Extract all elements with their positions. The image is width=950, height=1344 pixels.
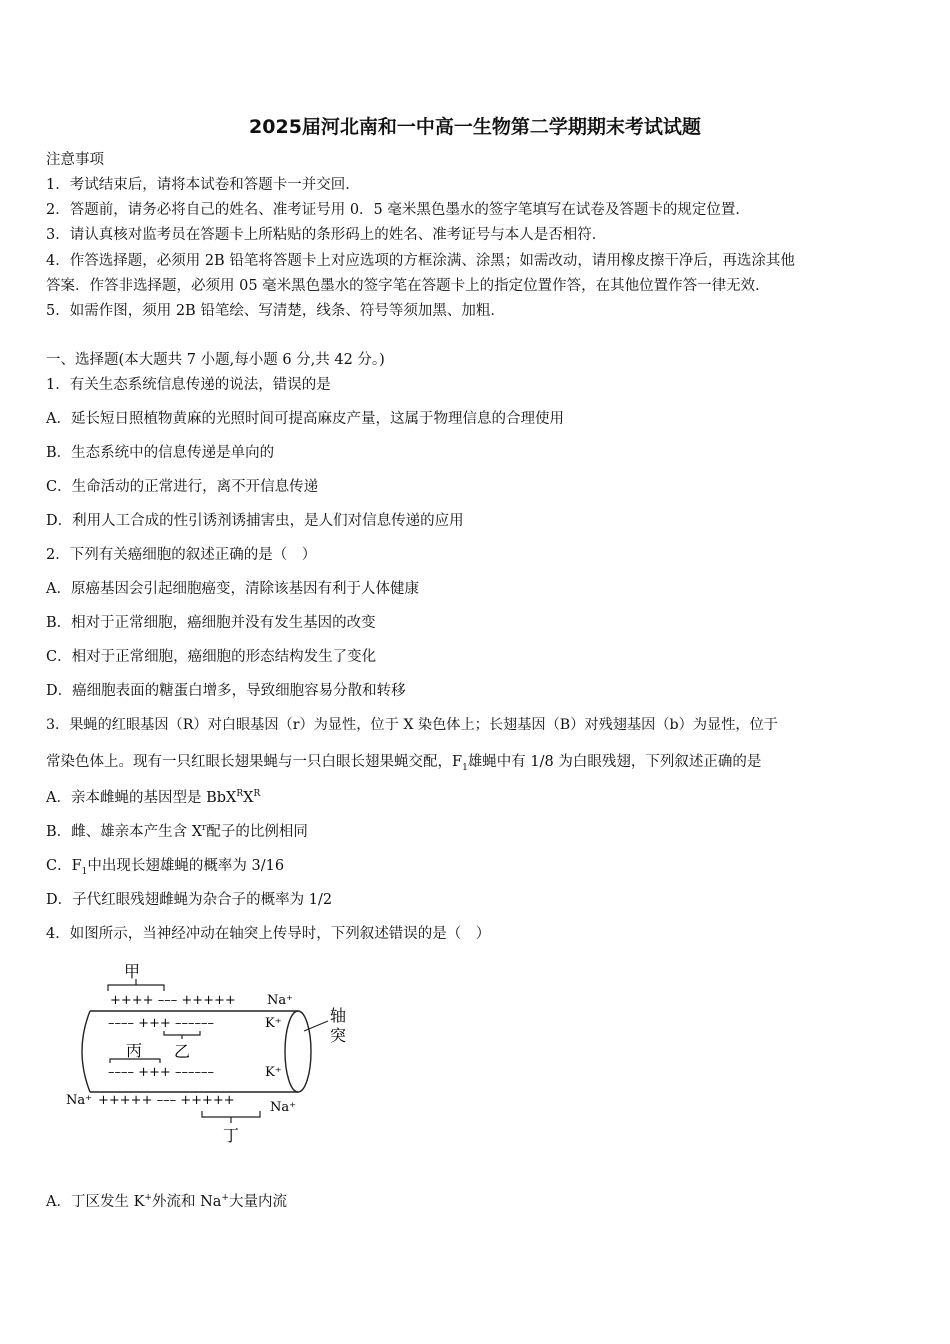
label-axon-char: 突 [330,1026,347,1045]
question-text: 雄蝇中有 1/8 为白眼残翅，下列叙述正确的是 [467,754,762,770]
question-text: 有关生态系统信息传递的说法，错误的是 [69,377,331,393]
notice-heading: 注意事项 [46,152,104,168]
option-text: 配子的比例相同 [206,824,308,840]
question-number: 2． [46,547,70,563]
page-title: 2025届河北南和一中高一生物第二学期期末考试试题 [249,116,701,138]
notice-item: 答案．作答非选择题，必须用 05 毫米黑色墨水的签字笔在答题卡上的指定位置作答，在其他位置作答一律无效． [46,278,770,294]
question-2-stem [46,545,316,565]
bracket-yi [164,1031,200,1039]
label-axon-char: 轴 [330,1006,347,1025]
question-text: 下列有关癌细胞的叙述正确的是（ ） [69,547,317,563]
label-axon [330,1006,346,1045]
option-text: A．亲本雌蝇的基因型是 BbX [46,790,237,806]
q2-option-d: D．癌细胞表面的糖蛋白增多，导致细胞容易分散和转移 [46,683,406,699]
section-heading: 一、选择题(本大题共 7 小题,每小题 6 分,共 42 分。) [46,352,385,368]
question-3-stem-line2 [46,752,761,772]
q1-option-c: C．生命活动的正常进行，离不开信息传递 [46,479,319,495]
notice-item: 3．请认真核对监考员在答题卡上所粘贴的条形码上的姓名、准考证号与本人是否相符． [46,227,607,243]
q1-option-a: A．延长短日照植物黄麻的光照时间可提高麻皮产量，这属于物理信息的合理使用 [46,411,564,427]
bottom-inner-charges: –––– +++ –––––– [108,1065,214,1080]
superscript: + [221,1193,229,1204]
superscript: r [202,823,207,834]
notice-item: 4．作答选择题，必须用 2B 铅笔将答题卡上对应选项的方框涂满、涂黑；如需改动，请用橡皮擦干净后，再选涂其他 [46,253,795,269]
q2-option-b: B．相对于正常细胞，癌细胞并没有发生基因的改变 [46,615,376,631]
q3-option-b [46,822,308,842]
axon-left-end [82,1011,90,1092]
top-outer-charges: ++++ ––– +++++ [110,993,236,1008]
option-text: B．雌、雄亲本产生含 X [46,824,203,840]
q3-option-c [46,856,284,876]
bracket-jia [108,979,164,991]
q4-option-a [46,1192,287,1212]
option-text: A．丁区发生 K [46,1194,145,1210]
subscript: 1 [462,762,468,773]
option-text: 中出现长翅雄蝇的概率为 3/16 [87,858,285,874]
notice-item: 2．答题前，请务必将自己的姓名、准考证号用 0．5 毫米黑色墨水的签字笔填写在试卷及答题卡的规定位置． [46,202,750,218]
question-text: 如图所示，当神经冲动在轴突上传导时，下列叙述错误的是（ ） [69,926,491,942]
option-text: 大量内流 [228,1194,287,1210]
subscript: 1 [81,866,88,877]
na-bottom-right: Na⁺ [270,1100,296,1115]
question-1-stem [46,375,331,395]
option-text: X [243,790,254,806]
superscript: R [253,789,261,800]
na-bottom-left: Na⁺ [66,1093,92,1108]
question-text: 常染色体上。现有一只红眼长翅果蝇与一只白眼长翅果蝇交配，F [46,754,463,770]
notice-item: 1．考试结束后，请将本试卷和答题卡一并交回． [46,177,360,193]
label-ding: 丁 [223,1126,240,1145]
label-jia: 甲 [124,962,141,981]
question-number: 1． [46,377,70,393]
superscript: R [236,789,244,800]
q2-option-a: A．原癌基因会引起细胞癌变，清除该基因有利于人体健康 [46,581,419,597]
superscript: + [144,1193,152,1204]
q1-option-d: D．利用人工合成的性引诱剂诱捕害虫，是人们对信息传递的应用 [46,513,464,529]
na-top: Na⁺ [267,993,293,1008]
option-text: 外流和 Na [151,1194,222,1210]
question-3-stem-line1 [46,715,778,735]
bracket-ding [202,1111,260,1123]
bottom-outer-charges: +++++ ––– +++++ [98,1093,235,1108]
k-top: K⁺ [265,1016,282,1031]
question-4-stem [46,924,490,944]
option-text: C．F [46,858,82,874]
notice-item: 5．如需作图，须用 2B 铅笔绘、写清楚，线条、符号等须加黑、加粗． [46,303,505,319]
k-bottom: K⁺ [265,1065,282,1080]
label-bing: 丙 [126,1041,143,1060]
q3-option-d: D．子代红眼残翅雌蝇为杂合子的概率为 1/2 [46,892,333,908]
question-text: 果蝇的红眼基因（R）对白眼基因（r）为显性，位于 X 染色体上；长翅基因（B）对残翅基因（b）为显性，位于 [69,717,778,733]
axon-figure [60,955,360,1150]
label-yi: 乙 [174,1042,191,1061]
question-number: 4． [46,926,70,942]
question-number: 3． [46,717,70,733]
bracket-bing [110,1059,160,1063]
top-inner-charges: –––– +++ –––––– [108,1016,214,1031]
q2-option-c: C．相对于正常细胞，癌细胞的形态结构发生了变化 [46,649,377,665]
q3-option-a [46,788,260,808]
q1-option-b: B．生态系统中的信息传递是单向的 [46,445,275,461]
axon-right-end [285,1011,311,1092]
